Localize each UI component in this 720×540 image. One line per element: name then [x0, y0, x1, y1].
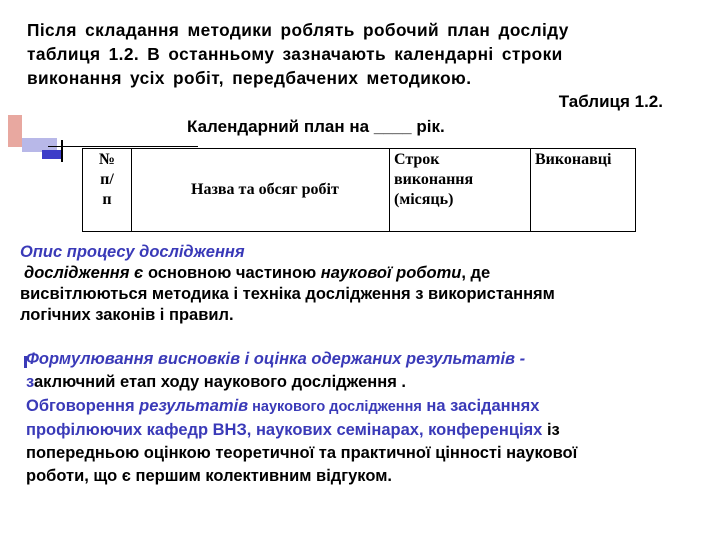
process-line: логічних законів і правил. — [20, 306, 234, 324]
conclusions-text-small: наукового дослідження — [248, 398, 422, 415]
conclusions-letter: з — [26, 373, 34, 392]
table-header-row — [83, 149, 636, 232]
col-deadline-line: Строк — [394, 151, 440, 168]
col-deadline-line: (місяць) — [394, 191, 454, 208]
conclusions-text: аключний етап ходу наукового дослідження . — [33, 373, 407, 392]
intro-line: Після складання методики роблять робочий план дослiду — [27, 20, 569, 40]
conclusions-text: Обговорення — [26, 396, 140, 415]
process-term: дослідження є — [24, 264, 144, 282]
conclusions-line — [26, 395, 706, 419]
decor-bar-red — [8, 115, 22, 147]
table-caption: Таблиця 1.2. — [558, 92, 663, 111]
conclusions-term: результатів — [139, 396, 249, 415]
col-executors-label: Виконавці — [535, 151, 612, 168]
col-number-header — [83, 149, 132, 232]
conclusions-section — [26, 348, 706, 489]
conclusions-line — [26, 371, 706, 394]
process-text: основною частиною — [143, 264, 321, 282]
col-title-label: Назва та обсяг робіт — [191, 181, 339, 198]
conclusions-heading: Формулювання висновків і оцінка одержаних результатів - — [26, 350, 526, 368]
col-title-header — [132, 149, 390, 232]
col-deadline-header — [390, 149, 531, 232]
col-number-line: № — [98, 151, 116, 168]
col-deadline-line: виконання — [394, 171, 474, 188]
intro-line: виконання усiх робiт, передбачених методикою. — [27, 68, 472, 88]
intro-line: таблиця 1.2. В останньому зазначають календарнi строки — [27, 44, 563, 64]
plan-title: Календарний план на ____ рік. — [187, 117, 445, 136]
conclusions-text: профілюючих кафедр ВНЗ, наукових семінарах, конференціях — [26, 420, 547, 439]
intro-paragraph — [27, 18, 677, 90]
process-line: висвітлюються методика і техніка дослідження з використанням — [20, 285, 555, 303]
process-text: , де — [461, 264, 491, 282]
conclusions-line: попередньою оцінкою теоретичної та практичної цінності наукової — [26, 444, 578, 463]
process-term: наукової роботи — [320, 264, 462, 282]
decor-line-horizontal — [48, 146, 198, 147]
col-number-line: п/ — [100, 171, 114, 188]
process-heading: Опис процесу дослідження — [20, 243, 245, 261]
col-number-line: п — [102, 191, 112, 208]
conclusions-text: на засіданнях — [421, 396, 540, 415]
process-line — [20, 263, 710, 284]
decor-line-vertical — [61, 140, 63, 162]
decor-bar-blue — [42, 150, 62, 159]
conclusions-line — [26, 419, 706, 442]
col-executors-header — [531, 149, 636, 232]
conclusions-text: із — [546, 420, 560, 439]
conclusions-line: роботи, що є першим колективним відгуком. — [26, 467, 392, 486]
process-section — [20, 242, 710, 326]
calendar-plan-table — [82, 148, 636, 232]
